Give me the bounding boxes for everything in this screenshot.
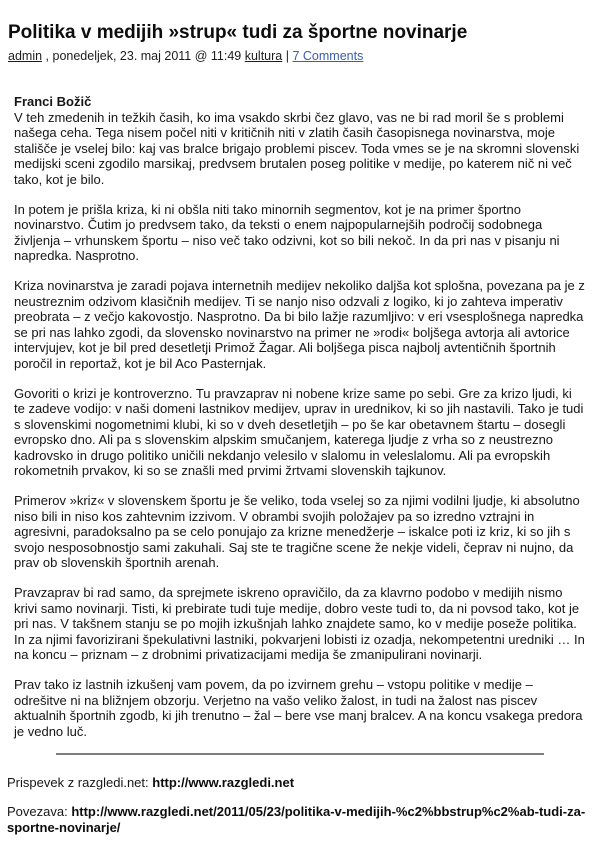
source-line [7, 775, 590, 791]
paragraph: Prav tako iz lastnih izkušenj vam povem, da po izvirnem grehu – vstopu politike v medije – odrešitve ni na bližnjem obzorju. Verjetno na vašo veliko žalost, in tudi na žalost nas piscev aktualnih športnih zgodb, ki jih trenutno – žal – bere vse manj bralcev. A na koncu vsakega predora je vedno luč. [14, 677, 583, 739]
permalink-line [7, 804, 590, 836]
paragraph: Kriza novinarstva je zaradi pojava internetnih medijev nekoliko daljša kot splošna, povezana pa je z neustreznim odzivom klasičnih medijev. Ti se nanjo niso odzvali z logiko, ki jo zahteva imperativ preobrata – z večjo kakovostjo. Nasprotno. Da bi bilo lažje razumljivo: v eri vsesplošnega napredka se pri nas lahko zgodi, da slovensko novinarstvo na primer ne »rodi« boljšega avtorja ali avtorice intervjujev, kot je bil pred desetletji Primož Žagar. Ali boljšega pisca najbolj avtentičnih športnih poročil in reportaž, kot je bil Aco Pasternjak. [14, 277, 585, 371]
byline [8, 49, 588, 64]
article-author: Franci Božič [14, 94, 92, 109]
paragraph: Govoriti o krizi je kontroverzno. Tu pravzaprav ni nobene krize same po sebi. Gre za krizo ljudi, ki te zadeve vodijo: v naši domeni lastnikov medijev, uprav in urednikov, ki so jih nastavili. Tako je tudi s slovenskimi nogometnimi klubi, ki so v dveh desetletjih – po še kar obetavnem štartu – dosegli evropsko dno. Ali pa s slovenskim alpskim smučanjem, katerega ljudje z vrha so z neustrezno kadrovsko in drugo politiko uničili nekdanjo velesilo v slalomu in veleslalomu. Ali pa evropskih rokometnih prvakov, ki so se znašli med prvimi žrtvami slovenskih tajkunov. [14, 385, 584, 479]
author-link[interactable]: admin [8, 49, 43, 63]
post-header [0, 22, 600, 64]
footer-divider [56, 753, 544, 755]
page-title: Politika v medijih »strup« tudi za športne novinarje [8, 22, 468, 43]
source-url-link[interactable]: http://www.razgledi.net [152, 775, 295, 791]
paragraph: In potem je prišla kriza, ki ni obšla niti tako minornih segmentov, kot je na primer športno novinarstvo. Čutim jo predvsem tako, da teksti o enem najpopularnejših področij sodobnega življenja – vrhunskem športu – niso več tako odzivni, kot so bili nekoč. In da pri nas v pisanju ni napredka. Nasprotno. [14, 201, 560, 264]
paragraph-intro [14, 94, 586, 188]
category-link[interactable]: kultura [244, 49, 283, 63]
paragraph-text: V teh zmedenih in težkih časih, ko ima vsakdo skrbi čez glavo, vas ne bi rad moril še s problemi našega ceha. Tega nisem počel niti v kritičnih niti v zlatih časih časopisnega novinarstva, moje stališče je vselej bilo: kaj vas bralce brigajo problemi piscev. Toda vmes se je na skromni slovenski medijski sceni zgodilo marsikaj, predvsem brutalen poseg politike v medije, po katerem nič ni več tako, kot je bilo. [14, 109, 580, 187]
article-body [14, 94, 586, 739]
post-footer [7, 775, 590, 836]
paragraph: Primerov »kriz« v slovenskem športu je še veliko, toda vselej so za njimi vodilni ljudje, ki absolutno niso bili in niso kos zahtevnim izzivom. V obrambi svojih položajev pa so izredno vztrajni in agresivni, paradoksalno pa se celo ponujajo za krizne menedžerje – iskalce poti iz kriz, ki so jih s svojo nesposobnostjo sami zakuhali. Saj ste te tragične scene že nekje videli, čeprav ni nujno, da prav ob slovenskih športnih arenah. [14, 493, 580, 571]
permalink-label: Povezava: [7, 804, 68, 820]
permalink-url-link[interactable]: http://www.razgledi.net/2011/05/23/politika-v-medijih-%c2%bbstrup%c2%ab-tudi-za-sportne-novinarje/ [7, 804, 586, 836]
byline-comma: , [45, 49, 50, 63]
paragraph: Pravzaprav bi rad samo, da sprejmete iskreno opravičilo, da za klavrno podobo v medijih nismo krivi samo novinarji. Tisti, ki prebirate tudi tuje medije, dobro veste tudi to, da ni povsod tako, kot je pri nas. V takšnem stanju se po mojih izkušnjah lahko znajdete samo, ko v medije poseže politika. In za njimi favorizirani špekulativni lastniki, pokvarjeni lobisti iz ozadja, nekompetentni uredniki … In na koncu – priznam – z drobnimi privatizacijami medija še zmanipulirani novinarji. [14, 585, 585, 663]
source-label: Prispevek z razgledi.net: [7, 775, 149, 791]
comments-link[interactable]: 7 Comments [292, 49, 364, 63]
post-date: ponedeljek, 23. maj 2011 @ 11:49 [52, 49, 242, 63]
byline-pipe: | [285, 49, 289, 63]
